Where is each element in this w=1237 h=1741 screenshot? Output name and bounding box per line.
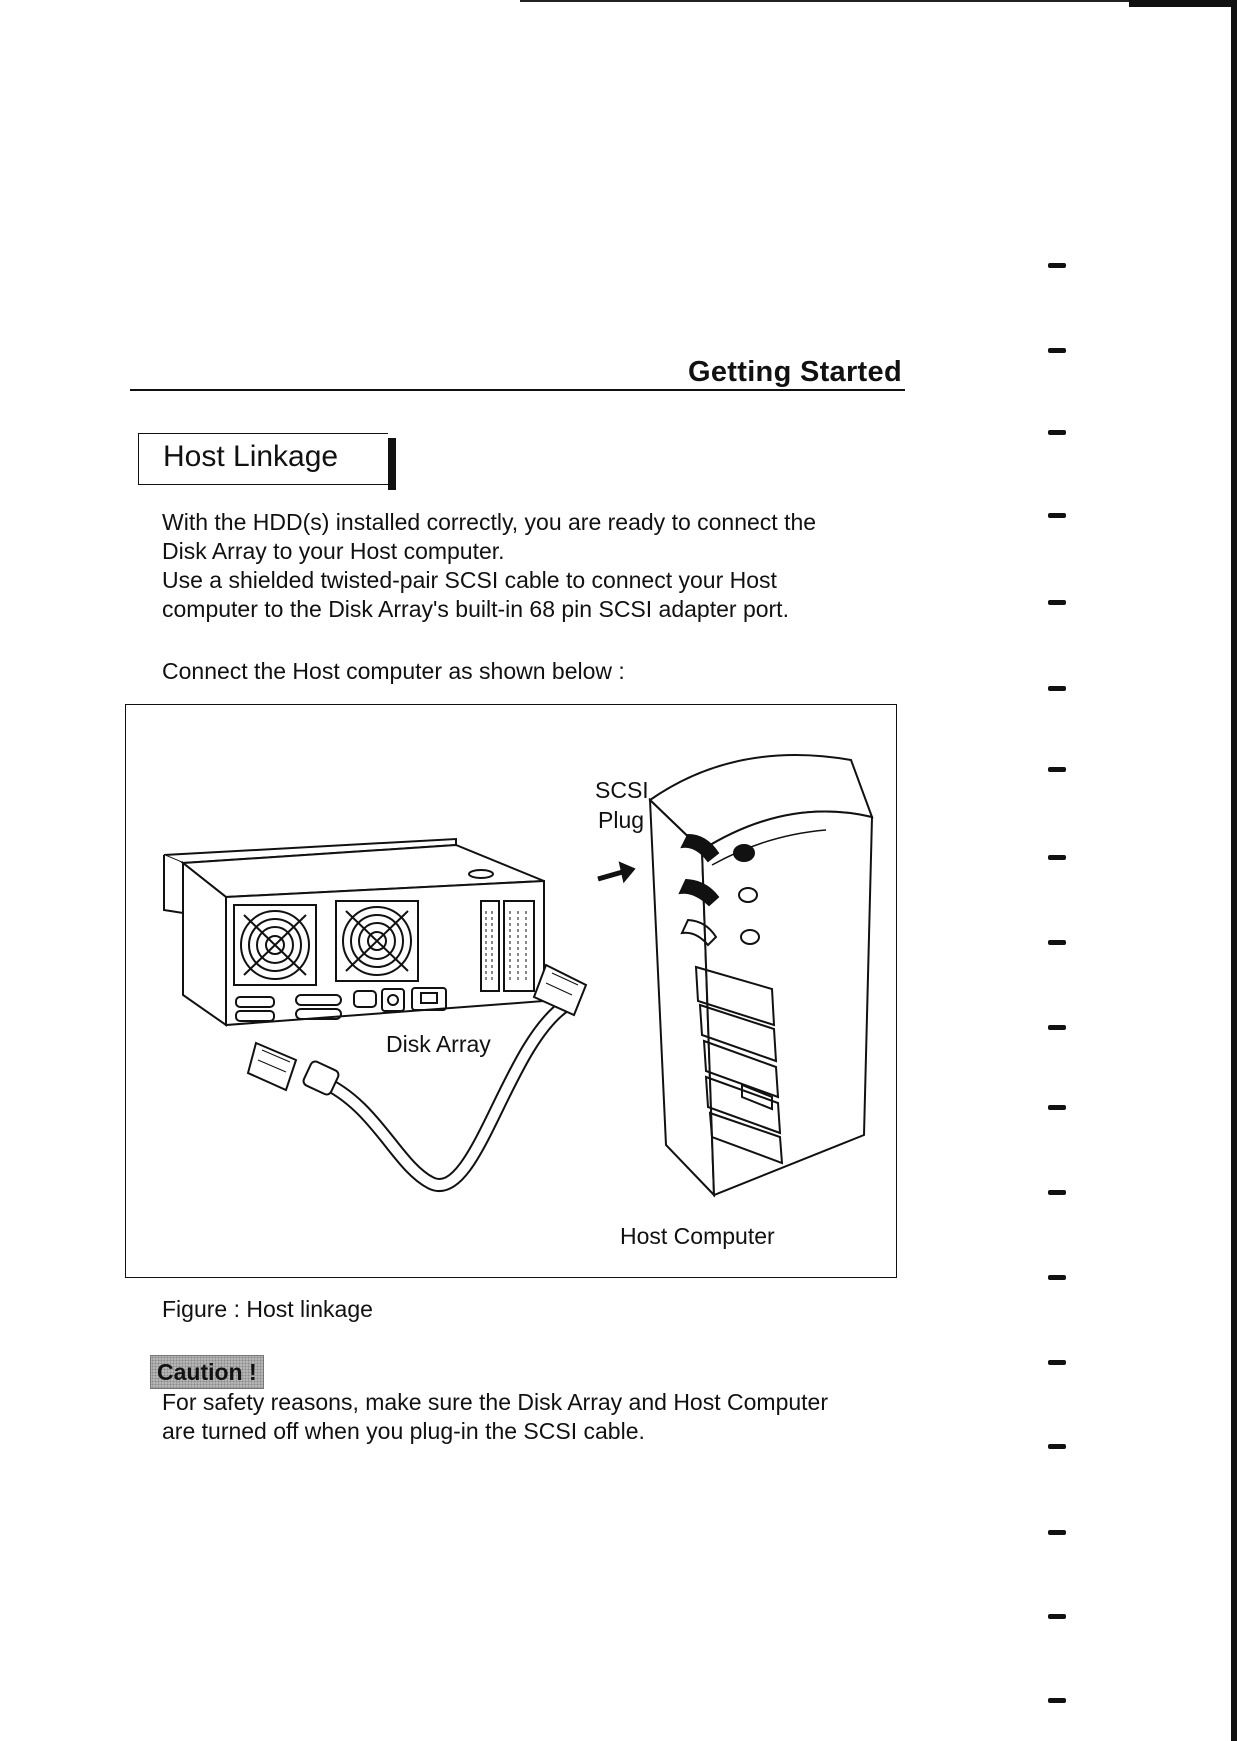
caution-line: For safety reasons, make sure the Disk Array and Host Computer <box>162 1389 828 1415</box>
section-header: Getting Started <box>688 356 902 388</box>
scsi-label-line2: Plug <box>598 807 645 833</box>
binder-mark <box>1048 1105 1066 1110</box>
page-title: Host Linkage <box>163 440 339 473</box>
binder-mark <box>1048 1614 1066 1619</box>
figure-frame <box>125 704 897 1278</box>
binder-mark <box>1048 1360 1066 1365</box>
caution-badge: Caution ! <box>150 1355 264 1389</box>
binder-mark <box>1048 348 1066 353</box>
connect-line: Connect the Host computer as shown below : <box>162 658 625 684</box>
arrow-head-icon <box>620 863 634 881</box>
header-rule <box>130 389 905 391</box>
binder-mark <box>1048 686 1066 691</box>
binder-mark <box>1048 1698 1066 1703</box>
disk-array-label: Disk Array <box>386 1031 491 1057</box>
host-computer-illustration <box>650 755 872 1195</box>
binder-mark <box>1048 1444 1066 1449</box>
scan-edge-corner <box>1129 0 1237 7</box>
intro-paragraph <box>162 508 816 624</box>
binder-mark <box>1048 855 1066 860</box>
binder-mark <box>1048 263 1066 268</box>
intro-line: Use a shielded twisted-pair SCSI cable to connect your Host <box>162 567 777 593</box>
intro-line: Disk Array to your Host computer. <box>162 538 505 564</box>
scsi-label-line1: SCSI <box>595 777 649 803</box>
figure-caption: Figure : Host linkage <box>162 1296 373 1322</box>
binder-mark <box>1048 600 1066 605</box>
binder-mark <box>1048 430 1066 435</box>
intro-line: computer to the Disk Array's built-in 68 pin SCSI adapter port. <box>162 596 789 622</box>
binder-mark <box>1048 1530 1066 1535</box>
binder-mark <box>1048 1190 1066 1195</box>
binder-mark <box>1048 767 1066 772</box>
intro-line: With the HDD(s) installed correctly, you are ready to connect the <box>162 509 817 535</box>
disk-array-illustration <box>164 839 544 1025</box>
binder-mark <box>1048 513 1066 518</box>
scan-edge-line <box>520 0 1140 2</box>
binder-mark <box>1048 1025 1066 1030</box>
binder-mark <box>1048 940 1066 945</box>
binder-mark <box>1048 1275 1066 1280</box>
host-computer-label: Host Computer <box>620 1223 775 1249</box>
caution-text <box>162 1388 828 1446</box>
host-linkage-illustration <box>126 705 896 1277</box>
scan-edge-right <box>1231 0 1237 1741</box>
caution-line: are turned off when you plug-in the SCSI cable. <box>162 1418 645 1444</box>
